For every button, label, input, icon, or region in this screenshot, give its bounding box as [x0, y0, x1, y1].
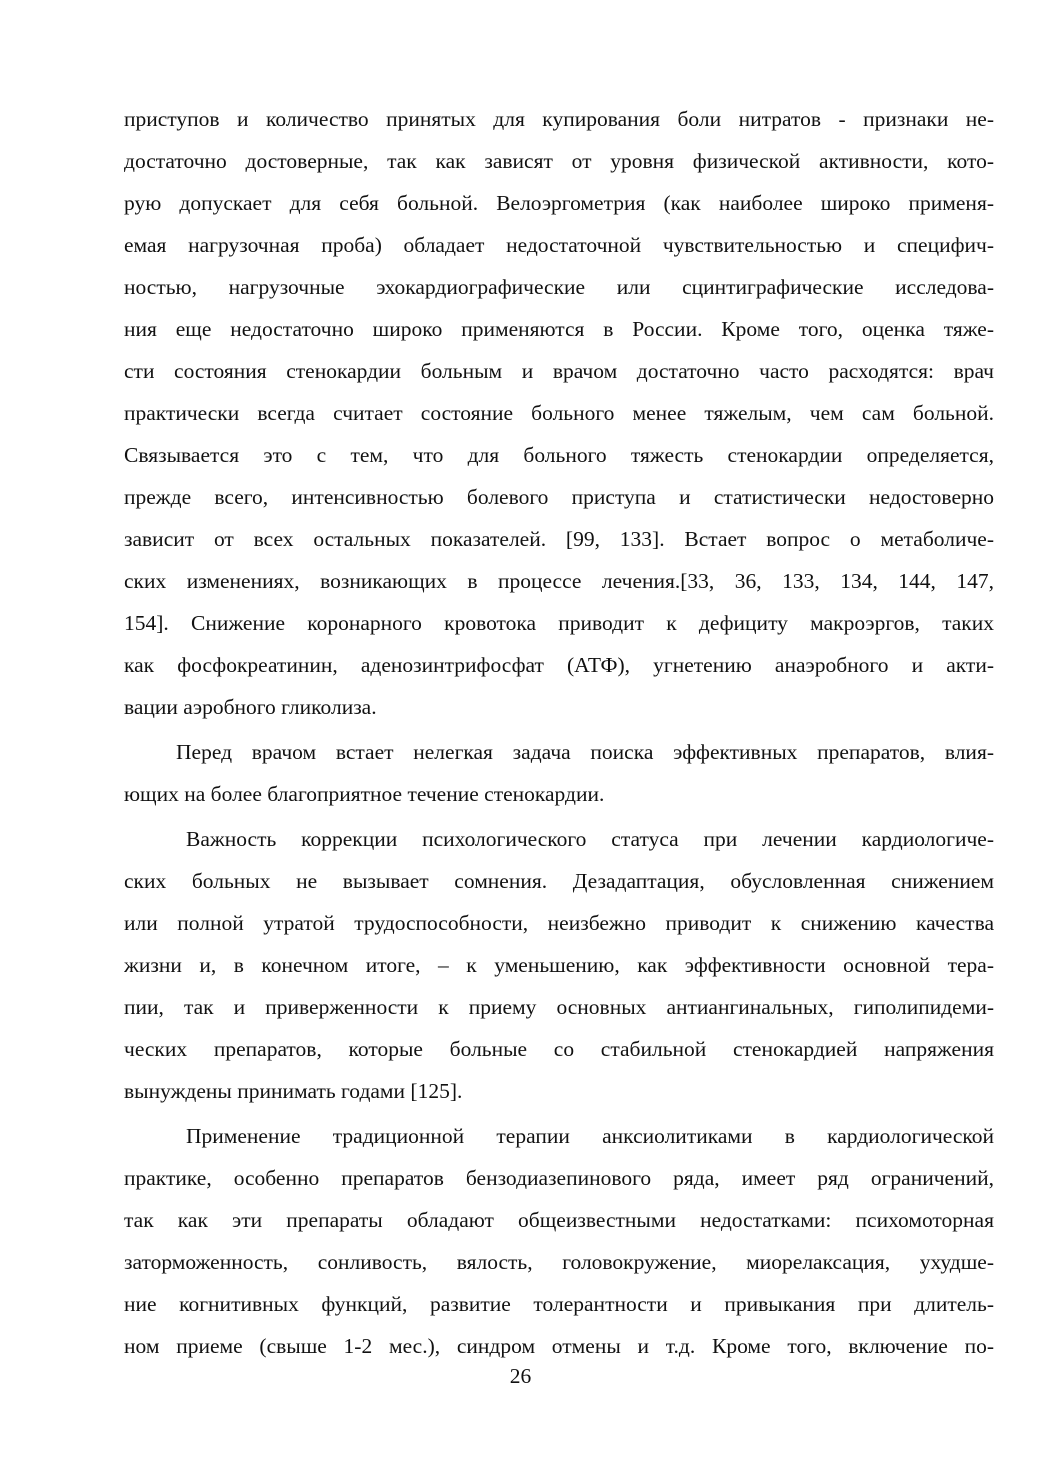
text-line: ческих препаратов, которые больные со стабильной стенокардией напряжения	[124, 1037, 994, 1061]
text-line: или полной утратой трудоспособности, неизбежно приводит к снижению качества	[124, 911, 994, 935]
text-line: приступов и количество принятых для купирования боли нитратов - признаки не-	[124, 107, 994, 131]
text-line: Перед врачом встает нелегкая задача поиска эффективных препаратов, влия-	[176, 740, 994, 764]
text-line: практике, особенно препаратов бензодиазепинового ряда, имеет ряд ограничений,	[124, 1166, 994, 1190]
text-line: практически всегда считает состояние больного менее тяжелым, чем сам больной.	[124, 401, 994, 425]
text-line: зависит от всех остальных показателей. [99, 133]. Встает вопрос о метаболиче-	[124, 527, 994, 551]
paragraph	[124, 731, 994, 815]
text-line: ских изменениях, возникающих в процессе лечения.[33, 36, 133, 134, 144, 147,	[124, 569, 994, 593]
text-line: так как эти препараты обладают общеизвестными недостатками: психомоторная	[124, 1208, 994, 1232]
text-line: вынуждены принимать годами [125].	[124, 1079, 463, 1103]
text-line: Связывается это с тем, что для больного тяжесть стенокардии определяется,	[124, 443, 994, 467]
text-line: достаточно достоверные, так как зависят от уровня физической активности, кото-	[124, 149, 994, 173]
text-line: ния еще недостаточно широко применяются в России. Кроме того, оценка тяже-	[124, 317, 994, 341]
text-line: заторможенность, сонливость, вялость, головокружение, миорелаксация, ухудше-	[124, 1250, 994, 1274]
text-line: вации аэробного гликолиза.	[124, 695, 377, 719]
paragraph	[124, 98, 994, 728]
text-line: пии, так и приверженности к приему основных антиангинальных, гиполипидеми-	[124, 995, 994, 1019]
text-line: рую допускает для себя больной. Велоэргометрия (как наиболее широко применя-	[124, 191, 994, 215]
text-line: жизни и, в конечном итоге, – к уменьшению, как эффективности основной тера-	[124, 953, 994, 977]
text-line: ние когнитивных функций, развитие толерантности и привыкания при длитель-	[124, 1292, 994, 1316]
text-line: прежде всего, интенсивностью болевого приступа и статистически недостоверно	[124, 485, 994, 509]
text-line: ющих на более благоприятное течение стенокардии.	[124, 782, 605, 806]
paragraph	[124, 818, 994, 1112]
text-line: емая нагрузочная проба) обладает недостаточной чувствительностью и специфич-	[124, 233, 994, 257]
body-text	[124, 98, 994, 1367]
page-number: 26	[509, 1364, 532, 1388]
text-line: 154]. Снижение коронарного кровотока приводит к дефициту макроэргов, таких	[124, 611, 994, 635]
text-line: ностью, нагрузочные эхокардиографические или сцинтиграфические исследова-	[124, 275, 994, 299]
paragraph	[124, 1115, 994, 1367]
text-line: ских больных не вызывает сомнения. Дезадаптация, обусловленная снижением	[124, 869, 994, 893]
text-line: ном приеме (свыше 1-2 мес.), синдром отмены и т.д. Кроме того, включение по-	[124, 1334, 994, 1358]
text-line: как фосфокреатинин, аденозинтрифосфат (АТФ), угнетению анаэробного и акти-	[124, 653, 994, 677]
text-line: сти состояния стенокардии больным и врачом достаточно часто расходятся: врач	[124, 359, 994, 383]
text-line: Важность коррекции психологического статуса при лечении кардиологиче-	[186, 827, 994, 851]
text-line: Применение традиционной терапии анксиолитиками в кардиологической	[186, 1124, 994, 1148]
